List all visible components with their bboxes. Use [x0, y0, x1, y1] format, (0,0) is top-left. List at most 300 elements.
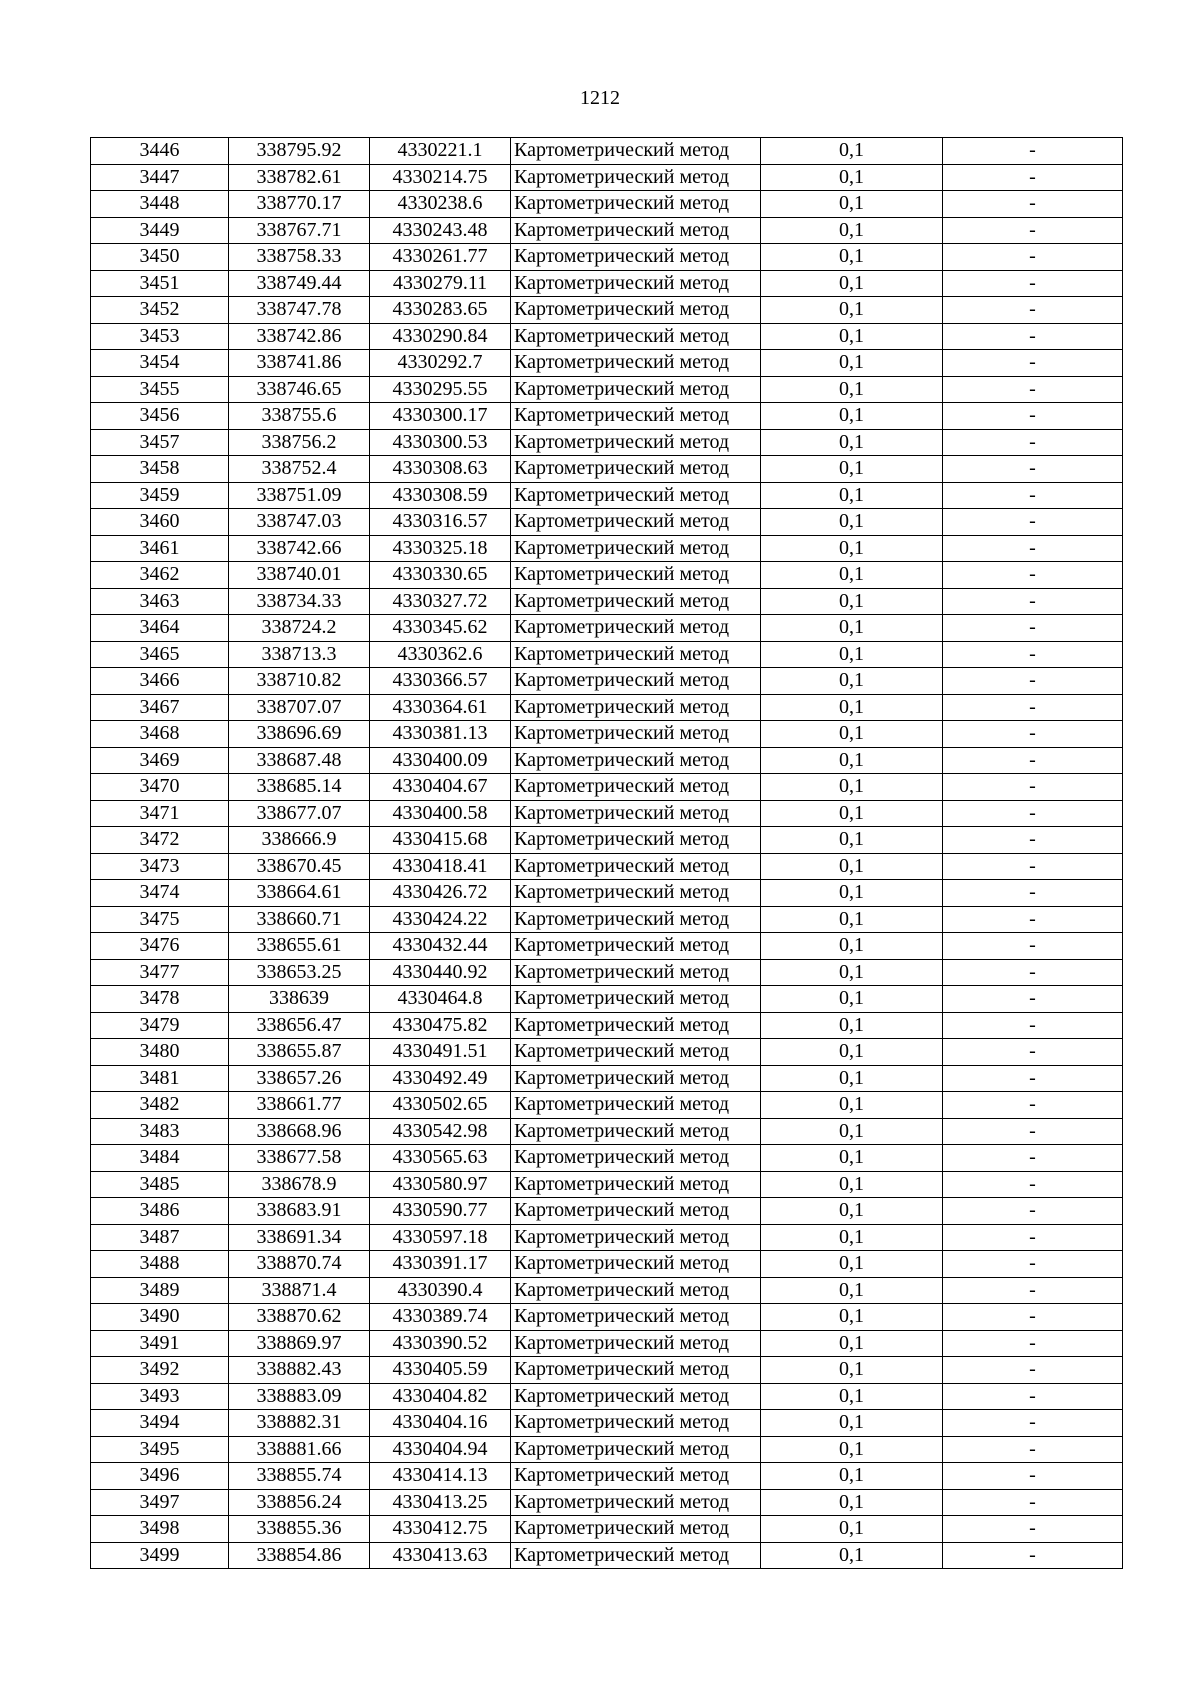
x-coordinate-cell: 338734.33	[229, 588, 370, 615]
accuracy-cell: 0,1	[761, 853, 943, 880]
method-cell: Картометрический метод	[511, 429, 761, 456]
method-cell: Картометрический метод	[511, 482, 761, 509]
accuracy-cell: 0,1	[761, 1436, 943, 1463]
method-cell: Картометрический метод	[511, 641, 761, 668]
x-coordinate-cell: 338740.01	[229, 562, 370, 589]
accuracy-cell: 0,1	[761, 509, 943, 536]
x-coordinate-cell: 338724.2	[229, 615, 370, 642]
y-coordinate-cell: 4330364.61	[370, 694, 511, 721]
method-cell: Картометрический метод	[511, 1039, 761, 1066]
y-coordinate-cell: 4330308.59	[370, 482, 511, 509]
y-coordinate-cell: 4330432.44	[370, 933, 511, 960]
point-number-cell: 3451	[91, 270, 229, 297]
table-row	[91, 1463, 1123, 1490]
x-coordinate-cell: 338741.86	[229, 350, 370, 377]
point-number-cell: 3472	[91, 827, 229, 854]
note-cell: -	[943, 933, 1123, 960]
accuracy-cell: 0,1	[761, 906, 943, 933]
table-row	[91, 535, 1123, 562]
note-cell: -	[943, 1039, 1123, 1066]
y-coordinate-cell: 4330414.13	[370, 1463, 511, 1490]
point-number-cell: 3479	[91, 1012, 229, 1039]
note-cell: -	[943, 588, 1123, 615]
method-cell: Картометрический метод	[511, 1542, 761, 1569]
note-cell: -	[943, 1463, 1123, 1490]
table-row	[91, 615, 1123, 642]
table-row	[91, 747, 1123, 774]
y-coordinate-cell: 4330366.57	[370, 668, 511, 695]
point-number-cell: 3476	[91, 933, 229, 960]
method-cell: Картометрический метод	[511, 933, 761, 960]
method-cell: Картометрический метод	[511, 1012, 761, 1039]
accuracy-cell: 0,1	[761, 1198, 943, 1225]
accuracy-cell: 0,1	[761, 615, 943, 642]
method-cell: Картометрический метод	[511, 1277, 761, 1304]
table-row	[91, 1516, 1123, 1543]
point-number-cell: 3499	[91, 1542, 229, 1569]
table-row	[91, 1224, 1123, 1251]
note-cell: -	[943, 1092, 1123, 1119]
note-cell: -	[943, 721, 1123, 748]
table-row	[91, 482, 1123, 509]
point-number-cell: 3449	[91, 217, 229, 244]
table-row	[91, 1251, 1123, 1278]
coordinates-table-body	[91, 138, 1123, 1569]
x-coordinate-cell: 338713.3	[229, 641, 370, 668]
accuracy-cell: 0,1	[761, 1171, 943, 1198]
table-row	[91, 1304, 1123, 1331]
note-cell: -	[943, 694, 1123, 721]
method-cell: Картометрический метод	[511, 562, 761, 589]
table-row	[91, 853, 1123, 880]
y-coordinate-cell: 4330542.98	[370, 1118, 511, 1145]
note-cell: -	[943, 1516, 1123, 1543]
method-cell: Картометрический метод	[511, 509, 761, 536]
point-number-cell: 3491	[91, 1330, 229, 1357]
accuracy-cell: 0,1	[761, 1065, 943, 1092]
accuracy-cell: 0,1	[761, 1304, 943, 1331]
accuracy-cell: 0,1	[761, 588, 943, 615]
table-row	[91, 1118, 1123, 1145]
method-cell: Картометрический метод	[511, 853, 761, 880]
y-coordinate-cell: 4330279.11	[370, 270, 511, 297]
table-row	[91, 959, 1123, 986]
method-cell: Картометрический метод	[511, 1516, 761, 1543]
method-cell: Картометрический метод	[511, 1304, 761, 1331]
table-row	[91, 1436, 1123, 1463]
x-coordinate-cell: 338666.9	[229, 827, 370, 854]
accuracy-cell: 0,1	[761, 1516, 943, 1543]
point-number-cell: 3490	[91, 1304, 229, 1331]
point-number-cell: 3496	[91, 1463, 229, 1490]
x-coordinate-cell: 338871.4	[229, 1277, 370, 1304]
accuracy-cell: 0,1	[761, 376, 943, 403]
x-coordinate-cell: 338883.09	[229, 1383, 370, 1410]
point-number-cell: 3462	[91, 562, 229, 589]
note-cell: -	[943, 800, 1123, 827]
x-coordinate-cell: 338782.61	[229, 164, 370, 191]
x-coordinate-cell: 338795.92	[229, 138, 370, 165]
method-cell: Картометрический метод	[511, 1357, 761, 1384]
note-cell: -	[943, 1224, 1123, 1251]
x-coordinate-cell: 338657.26	[229, 1065, 370, 1092]
x-coordinate-cell: 338747.03	[229, 509, 370, 536]
accuracy-cell: 0,1	[761, 1542, 943, 1569]
x-coordinate-cell: 338696.69	[229, 721, 370, 748]
y-coordinate-cell: 4330221.1	[370, 138, 511, 165]
note-cell: -	[943, 1171, 1123, 1198]
method-cell: Картометрический метод	[511, 1489, 761, 1516]
y-coordinate-cell: 4330308.63	[370, 456, 511, 483]
point-number-cell: 3469	[91, 747, 229, 774]
x-coordinate-cell: 338758.33	[229, 244, 370, 271]
accuracy-cell: 0,1	[761, 747, 943, 774]
table-row	[91, 668, 1123, 695]
y-coordinate-cell: 4330292.7	[370, 350, 511, 377]
point-number-cell: 3470	[91, 774, 229, 801]
point-number-cell: 3488	[91, 1251, 229, 1278]
y-coordinate-cell: 4330243.48	[370, 217, 511, 244]
method-cell: Картометрический метод	[511, 588, 761, 615]
note-cell: -	[943, 615, 1123, 642]
point-number-cell: 3457	[91, 429, 229, 456]
accuracy-cell: 0,1	[761, 244, 943, 271]
y-coordinate-cell: 4330424.22	[370, 906, 511, 933]
method-cell: Картометрический метод	[511, 615, 761, 642]
y-coordinate-cell: 4330325.18	[370, 535, 511, 562]
point-number-cell: 3453	[91, 323, 229, 350]
x-coordinate-cell: 338668.96	[229, 1118, 370, 1145]
accuracy-cell: 0,1	[761, 1224, 943, 1251]
y-coordinate-cell: 4330404.82	[370, 1383, 511, 1410]
x-coordinate-cell: 338752.4	[229, 456, 370, 483]
note-cell: -	[943, 297, 1123, 324]
x-coordinate-cell: 338656.47	[229, 1012, 370, 1039]
x-coordinate-cell: 338854.86	[229, 1542, 370, 1569]
y-coordinate-cell: 4330330.65	[370, 562, 511, 589]
point-number-cell: 3448	[91, 191, 229, 218]
note-cell: -	[943, 403, 1123, 430]
note-cell: -	[943, 535, 1123, 562]
page-number: 1212	[580, 87, 620, 109]
y-coordinate-cell: 4330590.77	[370, 1198, 511, 1225]
point-number-cell: 3458	[91, 456, 229, 483]
table-row	[91, 1012, 1123, 1039]
accuracy-cell: 0,1	[761, 668, 943, 695]
table-row	[91, 270, 1123, 297]
point-number-cell: 3473	[91, 853, 229, 880]
table-row	[91, 376, 1123, 403]
table-row	[91, 1065, 1123, 1092]
point-number-cell: 3446	[91, 138, 229, 165]
point-number-cell: 3465	[91, 641, 229, 668]
y-coordinate-cell: 4330565.63	[370, 1145, 511, 1172]
accuracy-cell: 0,1	[761, 774, 943, 801]
method-cell: Картометрический метод	[511, 164, 761, 191]
note-cell: -	[943, 1065, 1123, 1092]
note-cell: -	[943, 323, 1123, 350]
accuracy-cell: 0,1	[761, 350, 943, 377]
accuracy-cell: 0,1	[761, 562, 943, 589]
table-row	[91, 509, 1123, 536]
note-cell: -	[943, 138, 1123, 165]
x-coordinate-cell: 338746.65	[229, 376, 370, 403]
method-cell: Картометрический метод	[511, 1410, 761, 1437]
method-cell: Картометрический метод	[511, 323, 761, 350]
accuracy-cell: 0,1	[761, 535, 943, 562]
table-row	[91, 721, 1123, 748]
y-coordinate-cell: 4330345.62	[370, 615, 511, 642]
y-coordinate-cell: 4330413.25	[370, 1489, 511, 1516]
note-cell: -	[943, 429, 1123, 456]
point-number-cell: 3497	[91, 1489, 229, 1516]
x-coordinate-cell: 338756.2	[229, 429, 370, 456]
note-cell: -	[943, 1542, 1123, 1569]
table-row	[91, 1145, 1123, 1172]
accuracy-cell: 0,1	[761, 1489, 943, 1516]
y-coordinate-cell: 4330389.74	[370, 1304, 511, 1331]
y-coordinate-cell: 4330597.18	[370, 1224, 511, 1251]
accuracy-cell: 0,1	[761, 138, 943, 165]
accuracy-cell: 0,1	[761, 880, 943, 907]
x-coordinate-cell: 338678.9	[229, 1171, 370, 1198]
method-cell: Картометрический метод	[511, 986, 761, 1013]
table-row	[91, 880, 1123, 907]
method-cell: Картометрический метод	[511, 350, 761, 377]
point-number-cell: 3489	[91, 1277, 229, 1304]
accuracy-cell: 0,1	[761, 323, 943, 350]
point-number-cell: 3463	[91, 588, 229, 615]
y-coordinate-cell: 4330300.53	[370, 429, 511, 456]
method-cell: Картометрический метод	[511, 906, 761, 933]
note-cell: -	[943, 456, 1123, 483]
method-cell: Картометрический метод	[511, 827, 761, 854]
method-cell: Картометрический метод	[511, 217, 761, 244]
table-row	[91, 138, 1123, 165]
x-coordinate-cell: 338677.07	[229, 800, 370, 827]
method-cell: Картометрический метод	[511, 1065, 761, 1092]
table-row	[91, 562, 1123, 589]
x-coordinate-cell: 338661.77	[229, 1092, 370, 1119]
method-cell: Картометрический метод	[511, 959, 761, 986]
x-coordinate-cell: 338770.17	[229, 191, 370, 218]
table-row	[91, 1542, 1123, 1569]
method-cell: Картометрический метод	[511, 800, 761, 827]
point-number-cell: 3474	[91, 880, 229, 907]
x-coordinate-cell: 338855.36	[229, 1516, 370, 1543]
x-coordinate-cell: 338707.07	[229, 694, 370, 721]
y-coordinate-cell: 4330475.82	[370, 1012, 511, 1039]
note-cell: -	[943, 270, 1123, 297]
x-coordinate-cell: 338882.31	[229, 1410, 370, 1437]
accuracy-cell: 0,1	[761, 1357, 943, 1384]
note-cell: -	[943, 376, 1123, 403]
coordinates-table	[90, 137, 1123, 1569]
table-row	[91, 350, 1123, 377]
point-number-cell: 3460	[91, 509, 229, 536]
table-row	[91, 1171, 1123, 1198]
point-number-cell: 3493	[91, 1383, 229, 1410]
point-number-cell: 3475	[91, 906, 229, 933]
y-coordinate-cell: 4330415.68	[370, 827, 511, 854]
accuracy-cell: 0,1	[761, 297, 943, 324]
note-cell: -	[943, 482, 1123, 509]
y-coordinate-cell: 4330426.72	[370, 880, 511, 907]
point-number-cell: 3459	[91, 482, 229, 509]
point-number-cell: 3464	[91, 615, 229, 642]
note-cell: -	[943, 1304, 1123, 1331]
table-row	[91, 1410, 1123, 1437]
point-number-cell: 3466	[91, 668, 229, 695]
accuracy-cell: 0,1	[761, 800, 943, 827]
table-row	[91, 297, 1123, 324]
x-coordinate-cell: 338747.78	[229, 297, 370, 324]
x-coordinate-cell: 338855.74	[229, 1463, 370, 1490]
point-number-cell: 3492	[91, 1357, 229, 1384]
table-row	[91, 164, 1123, 191]
x-coordinate-cell: 338881.66	[229, 1436, 370, 1463]
point-number-cell: 3484	[91, 1145, 229, 1172]
note-cell: -	[943, 880, 1123, 907]
x-coordinate-cell: 338856.24	[229, 1489, 370, 1516]
y-coordinate-cell: 4330362.6	[370, 641, 511, 668]
y-coordinate-cell: 4330295.55	[370, 376, 511, 403]
x-coordinate-cell: 338664.61	[229, 880, 370, 907]
point-number-cell: 3498	[91, 1516, 229, 1543]
accuracy-cell: 0,1	[761, 1251, 943, 1278]
x-coordinate-cell: 338655.61	[229, 933, 370, 960]
accuracy-cell: 0,1	[761, 1118, 943, 1145]
point-number-cell: 3450	[91, 244, 229, 271]
table-row	[91, 1383, 1123, 1410]
x-coordinate-cell: 338660.71	[229, 906, 370, 933]
note-cell: -	[943, 164, 1123, 191]
note-cell: -	[943, 1118, 1123, 1145]
accuracy-cell: 0,1	[761, 641, 943, 668]
accuracy-cell: 0,1	[761, 1330, 943, 1357]
accuracy-cell: 0,1	[761, 270, 943, 297]
point-number-cell: 3478	[91, 986, 229, 1013]
y-coordinate-cell: 4330404.16	[370, 1410, 511, 1437]
y-coordinate-cell: 4330238.6	[370, 191, 511, 218]
note-cell: -	[943, 641, 1123, 668]
note-cell: -	[943, 827, 1123, 854]
x-coordinate-cell: 338655.87	[229, 1039, 370, 1066]
table-row	[91, 800, 1123, 827]
accuracy-cell: 0,1	[761, 1145, 943, 1172]
x-coordinate-cell: 338742.66	[229, 535, 370, 562]
accuracy-cell: 0,1	[761, 1277, 943, 1304]
table-row	[91, 1092, 1123, 1119]
method-cell: Картометрический метод	[511, 1330, 761, 1357]
point-number-cell: 3468	[91, 721, 229, 748]
note-cell: -	[943, 1436, 1123, 1463]
y-coordinate-cell: 4330464.8	[370, 986, 511, 1013]
table-row	[91, 827, 1123, 854]
method-cell: Картометрический метод	[511, 138, 761, 165]
point-number-cell: 3454	[91, 350, 229, 377]
y-coordinate-cell: 4330400.09	[370, 747, 511, 774]
method-cell: Картометрический метод	[511, 1383, 761, 1410]
y-coordinate-cell: 4330391.17	[370, 1251, 511, 1278]
y-coordinate-cell: 4330491.51	[370, 1039, 511, 1066]
point-number-cell: 3483	[91, 1118, 229, 1145]
point-number-cell: 3456	[91, 403, 229, 430]
method-cell: Картометрический метод	[511, 1224, 761, 1251]
method-cell: Картометрический метод	[511, 376, 761, 403]
accuracy-cell: 0,1	[761, 1410, 943, 1437]
y-coordinate-cell: 4330404.94	[370, 1436, 511, 1463]
point-number-cell: 3494	[91, 1410, 229, 1437]
y-coordinate-cell: 4330502.65	[370, 1092, 511, 1119]
y-coordinate-cell: 4330405.59	[370, 1357, 511, 1384]
note-cell: -	[943, 1489, 1123, 1516]
note-cell: -	[943, 1357, 1123, 1384]
accuracy-cell: 0,1	[761, 1463, 943, 1490]
table-row	[91, 906, 1123, 933]
x-coordinate-cell: 338882.43	[229, 1357, 370, 1384]
method-cell: Картометрический метод	[511, 1145, 761, 1172]
table-row	[91, 986, 1123, 1013]
y-coordinate-cell: 4330418.41	[370, 853, 511, 880]
method-cell: Картометрический метод	[511, 1118, 761, 1145]
y-coordinate-cell: 4330400.58	[370, 800, 511, 827]
accuracy-cell: 0,1	[761, 1039, 943, 1066]
x-coordinate-cell: 338755.6	[229, 403, 370, 430]
y-coordinate-cell: 4330404.67	[370, 774, 511, 801]
x-coordinate-cell: 338677.58	[229, 1145, 370, 1172]
note-cell: -	[943, 853, 1123, 880]
accuracy-cell: 0,1	[761, 482, 943, 509]
accuracy-cell: 0,1	[761, 721, 943, 748]
note-cell: -	[943, 986, 1123, 1013]
method-cell: Картометрический метод	[511, 694, 761, 721]
note-cell: -	[943, 774, 1123, 801]
y-coordinate-cell: 4330580.97	[370, 1171, 511, 1198]
y-coordinate-cell: 4330381.13	[370, 721, 511, 748]
method-cell: Картометрический метод	[511, 1198, 761, 1225]
method-cell: Картометрический метод	[511, 1251, 761, 1278]
method-cell: Картометрический метод	[511, 880, 761, 907]
note-cell: -	[943, 747, 1123, 774]
y-coordinate-cell: 4330412.75	[370, 1516, 511, 1543]
method-cell: Картометрический метод	[511, 1436, 761, 1463]
point-number-cell: 3455	[91, 376, 229, 403]
point-number-cell: 3495	[91, 1436, 229, 1463]
y-coordinate-cell: 4330413.63	[370, 1542, 511, 1569]
point-number-cell: 3467	[91, 694, 229, 721]
method-cell: Картометрический метод	[511, 403, 761, 430]
method-cell: Картометрический метод	[511, 1463, 761, 1490]
x-coordinate-cell: 338710.82	[229, 668, 370, 695]
point-number-cell: 3482	[91, 1092, 229, 1119]
table-row	[91, 403, 1123, 430]
point-number-cell: 3486	[91, 1198, 229, 1225]
accuracy-cell: 0,1	[761, 164, 943, 191]
note-cell: -	[943, 350, 1123, 377]
y-coordinate-cell: 4330214.75	[370, 164, 511, 191]
note-cell: -	[943, 1383, 1123, 1410]
x-coordinate-cell: 338749.44	[229, 270, 370, 297]
point-number-cell: 3487	[91, 1224, 229, 1251]
accuracy-cell: 0,1	[761, 191, 943, 218]
method-cell: Картометрический метод	[511, 297, 761, 324]
method-cell: Картометрический метод	[511, 456, 761, 483]
table-row	[91, 694, 1123, 721]
note-cell: -	[943, 1145, 1123, 1172]
accuracy-cell: 0,1	[761, 959, 943, 986]
y-coordinate-cell: 4330300.17	[370, 403, 511, 430]
